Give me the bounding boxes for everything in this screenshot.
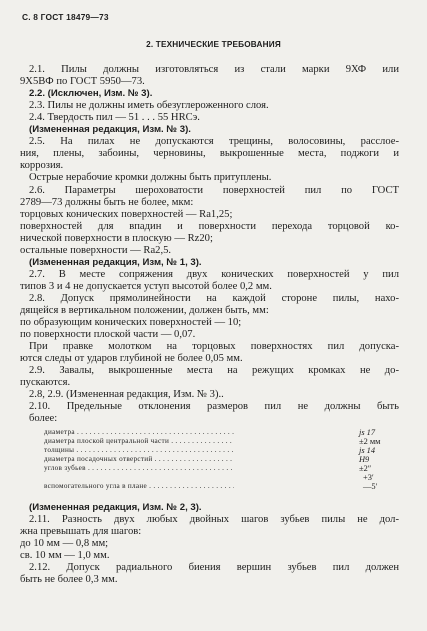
page-header: С. 8 ГОСТ 18479—73 bbox=[22, 12, 109, 22]
paragraph-line: по поверхности плоской части — 0,07. bbox=[20, 329, 196, 340]
paragraph-line: 2.8. Допуск прямолинейности на каждой стороне пилы, нахо- bbox=[29, 293, 399, 304]
paragraph-line: 2.7. В месте сопряжения двух конических поверхностей у пил bbox=[29, 269, 399, 280]
paragraph-line: 2.11. Разность двух любых двойных шагов зубьев пилы не дол- bbox=[29, 514, 399, 525]
paragraph-line: жна превышать для шагов: bbox=[20, 526, 142, 537]
paragraph-line: ния, плены, забоины, черновины, выкрошенные места, поджоги и bbox=[20, 148, 399, 159]
paragraph-line: 2.4. Твердость пил — 51 . . . 55 HRCэ. bbox=[29, 112, 200, 123]
paragraph-line: При правке молотком на торцовых поверхностях пил допуска- bbox=[29, 341, 399, 352]
paragraph-line: поверхностей для впадин и поверхности перехода торцовой ко- bbox=[20, 221, 399, 232]
paragraph-line: 2.8, 2.9. (Измененная редакция, Изм. № 3).. bbox=[29, 389, 224, 400]
paragraph-line: более: bbox=[29, 413, 58, 424]
paragraph-line: Острые нерабочие кромки должны быть притуплены. bbox=[29, 172, 272, 183]
deviation-value: ±2 мм bbox=[359, 437, 381, 446]
paragraph-line: 2.12. Допуск радиального биения вершин зубьев пил должен bbox=[29, 562, 399, 573]
paragraph-line: 2.5. На пилах не допускаются трещины, волосовины, расслое- bbox=[29, 136, 399, 147]
paragraph-line: 2.9. Завалы, выкрошенные места на режущих кромках не до- bbox=[29, 365, 399, 376]
paragraph-line: 2.1. Пилы должны изготовляться из стали марки 9ХФ или bbox=[29, 64, 399, 75]
deviation-label: углов зубьев . . . bbox=[44, 464, 234, 473]
paragraph-line: нической поверхности в плоскую — Rz20; bbox=[20, 233, 213, 244]
paragraph-line: быть не более 0,3 мм. bbox=[20, 574, 118, 585]
paragraph-line: дящейся в вертикальном положении, должен быть, мм: bbox=[20, 305, 269, 316]
deviation-label: толщины . . . bbox=[44, 446, 234, 455]
deviation-value: js 14 bbox=[359, 446, 376, 455]
paragraph-line: остальные поверхности — Ra2,5. bbox=[20, 245, 172, 256]
paragraph-line: 2.3. Пилы не должны иметь обезуглероженного слоя. bbox=[29, 100, 269, 111]
paragraph-line: торцовых конических поверхностей — Ra1,25; bbox=[20, 209, 233, 220]
deviation-label: вспомогательного угла в плане . . . bbox=[44, 482, 234, 491]
deviation-value: H9 bbox=[359, 455, 370, 464]
paragraph-line: (Измененная редакция, Изм. № 3). bbox=[29, 124, 191, 135]
paragraph-line: 2.6. Параметры шероховатости поверхностей пил по ГОСТ bbox=[29, 185, 399, 196]
paragraph-line: по образующим конических поверхностей — 10; bbox=[20, 317, 242, 328]
deviation-value: —5′ bbox=[363, 482, 378, 491]
deviation-value: +3′ bbox=[363, 473, 374, 482]
paragraph-line: ются следы от ударов глубиной не более 0,05 мм. bbox=[20, 353, 243, 364]
deviation-value: js 17 bbox=[359, 428, 376, 437]
paragraph-line: 2789—73 должны быть не более, мкм: bbox=[20, 197, 194, 208]
paragraph-line: до 10 мм — 0,8 мм; bbox=[20, 538, 109, 549]
paragraph-line: 2.10. Предельные отклонения размеров пил не должны быть bbox=[29, 401, 399, 412]
paragraph-line: 9Х5ВФ по ГОСТ 5950—73. bbox=[20, 76, 145, 87]
paragraph-line: св. 10 мм — 1,0 мм. bbox=[20, 550, 110, 561]
section-title: 2. ТЕХНИЧЕСКИЕ ТРЕБОВАНИЯ bbox=[146, 40, 281, 49]
deviation-label: диаметра посадочных отверстий . . . bbox=[44, 455, 234, 464]
paragraph-line: (Измененная редакция, Изм. № 2, 3). bbox=[29, 502, 202, 513]
paragraph-line: пускаются. bbox=[20, 377, 71, 388]
deviation-value: ±2″ bbox=[359, 464, 372, 473]
paragraph-line: типов 3 и 4 не допускается уступ высотой более 0,2 мм. bbox=[20, 281, 272, 292]
deviation-label: диаметра . . . bbox=[44, 428, 234, 437]
paragraph-line: коррозия. bbox=[20, 160, 64, 171]
deviation-label: диаметра плоской центральной части . . . bbox=[44, 437, 234, 446]
paragraph-line: 2.2. (Исключен, Изм. № 3). bbox=[29, 88, 153, 99]
paragraph-line: (Измененная редакция, Изм, № 1, 3). bbox=[29, 257, 202, 268]
